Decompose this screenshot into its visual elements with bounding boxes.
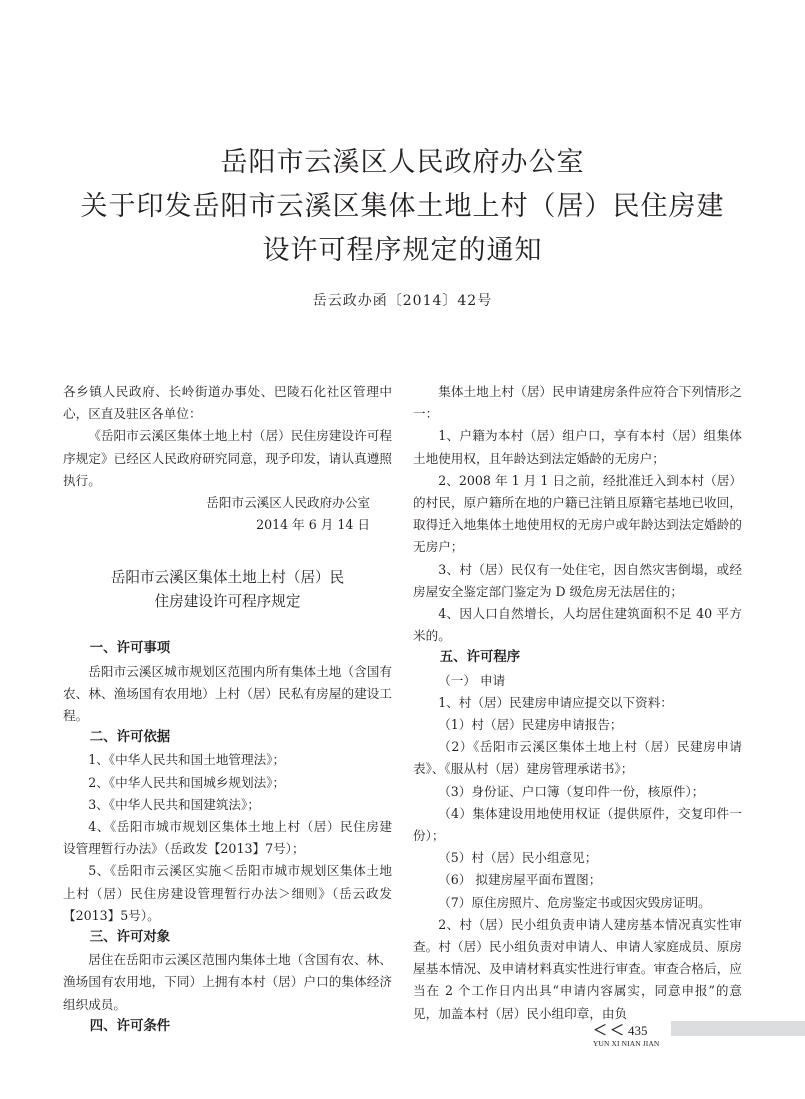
- material-item: （3）身份证、户口簿（复印件一份，核原件）；: [438, 783, 705, 799]
- condition-item: 4、因人口自然增长，人均居住建筑面积不足 40 平方米的。: [413, 606, 742, 644]
- page-footer: [593, 1020, 648, 1040]
- left-column: [63, 381, 392, 1038]
- legal-basis-item: 3、《中华人民共和国建筑法》；: [88, 796, 260, 812]
- procedure-paragraph-1: 1、村（居）民建房申请应提交以下资料：: [438, 694, 673, 710]
- legal-basis-item: 4、《岳阳市城市规划区集体土地上村（居）民住房建设管理暂行办法》（岳政发【2013】7号）；: [63, 819, 392, 857]
- subsection-heading-application: （一） 申请: [438, 672, 506, 688]
- document-title: [0, 141, 805, 273]
- section-heading-2: 二、许可依据: [89, 730, 171, 746]
- footer-bar: [671, 1021, 805, 1036]
- material-item: （6） 拟建房屋平面布置图；: [438, 872, 602, 888]
- procedure-paragraph-2: 2、村（居）民小组负责申请人建房基本情况真实性审查。村（居）民小组负责对申请人、申请人家庭成员、原房屋基本情况、及申请材料真实性进行审查。审查合格后，应当在 2 个工作日内出具“申请内容属实，同意申报”的意见，加盖本村（居）民小组印章，由负: [413, 916, 742, 1021]
- page-number: 435: [628, 1023, 648, 1038]
- legal-basis-item: 2、《中华人民共和国城乡规划法》；: [88, 774, 286, 790]
- regulation-title: [63, 566, 392, 614]
- condition-item: 1、户籍为本村（居）组户口，享有本村（居）组集体土地使用权，且年龄达到法定婚龄的无房户；: [413, 428, 742, 466]
- material-item: （1）村（居）民建房申请报告；: [438, 717, 623, 733]
- notice-date: 2014 年 6 月 14 日: [256, 517, 370, 533]
- conditions-intro: 集体土地上村（居）民申请建房条件应符合下列情形之一：: [413, 384, 742, 422]
- condition-item: 3、村（居）民仅有一处住宅，因自然灾害倒塌，或经房屋安全鉴定部门鉴定为 D 级危房无法居住的；: [413, 561, 742, 599]
- publication-name: YUN XI NIAN JIAN: [593, 1039, 660, 1048]
- section-text-1: 岳阳市云溪区城市规划区范围内所有集体土地（含国有农、林、渔场国有农用地）上村（居）民私有房屋的建设工程。: [63, 663, 392, 724]
- notice-body: 《岳阳市云溪区集体土地上村（居）民住房建设许可程序规定》已经区人民政府研究同意，现予印发，请认真遵照执行。: [63, 428, 392, 488]
- condition-item: 2、2008 年 1 月 1 日之前，经批准迁入到本村（居）的村民，原户籍所在地的户籍已注销且原籍宅基地已收回，取得迁入地集体土地使用权的无房户或年龄达到法定婚龄的无房户；: [413, 472, 742, 555]
- section-heading-3: 三、许可对象: [89, 930, 171, 946]
- material-item: （5）村（居）民小组意见；: [438, 850, 598, 866]
- title-line-2: 关于印发岳阳市云溪区集体土地上村（居）民住房建: [80, 191, 725, 222]
- section-heading-1: 一、许可事项: [89, 641, 171, 657]
- title-line-3: 设许可程序规定的通知: [262, 235, 543, 266]
- document-number: 岳云政办函〔2014〕42号: [312, 293, 493, 309]
- title-line-1: 岳阳市云溪区人民政府办公室: [220, 147, 585, 178]
- legal-basis-item: 1、《中华人民共和国土地管理法》；: [88, 752, 286, 768]
- section-heading-5: 五、许可程序: [439, 650, 521, 666]
- section-text-3: 居住在岳阳市云溪区范围内集体土地（含国有农、林、渔场国有农用地，下同）上拥有本村（居）户口的集体经济组织成员。: [63, 952, 392, 1012]
- material-item: （7）原住房照片、危房鉴定书或因灾毁房证明。: [438, 894, 711, 910]
- regulation-title-line-2: 住房建设许可程序规定: [154, 593, 301, 611]
- legal-basis-item: 5、《岳阳市云溪区实施＜岳阳市城市规划区集体土地上村（居）民住房建设管理暂行办法＞细则》（岳云政发【2013】5号）。: [63, 863, 392, 923]
- notice-addressees: 各乡镇人民政府、长岭街道办事处、巴陵石化社区管理中心，区直及驻区各单位：: [63, 384, 392, 422]
- material-item: （4）集体建设用地使用权证（提供原件，交复印件一份）；: [413, 805, 742, 844]
- right-column: [413, 381, 742, 1025]
- notice-signature: 岳阳市云溪区人民政府办公室: [206, 495, 370, 511]
- material-item: （2）《岳阳市云溪区集体土地上村（居）民建房申请表》、《服从村（居）建房管理承诺书》；: [413, 739, 742, 777]
- regulation-title-line-1: 岳阳市云溪区集体土地上村（居）民: [110, 569, 345, 587]
- section-heading-4: 四、许可条件: [89, 1018, 171, 1034]
- double-chevron-left-icon: ＜＜: [593, 1023, 627, 1039]
